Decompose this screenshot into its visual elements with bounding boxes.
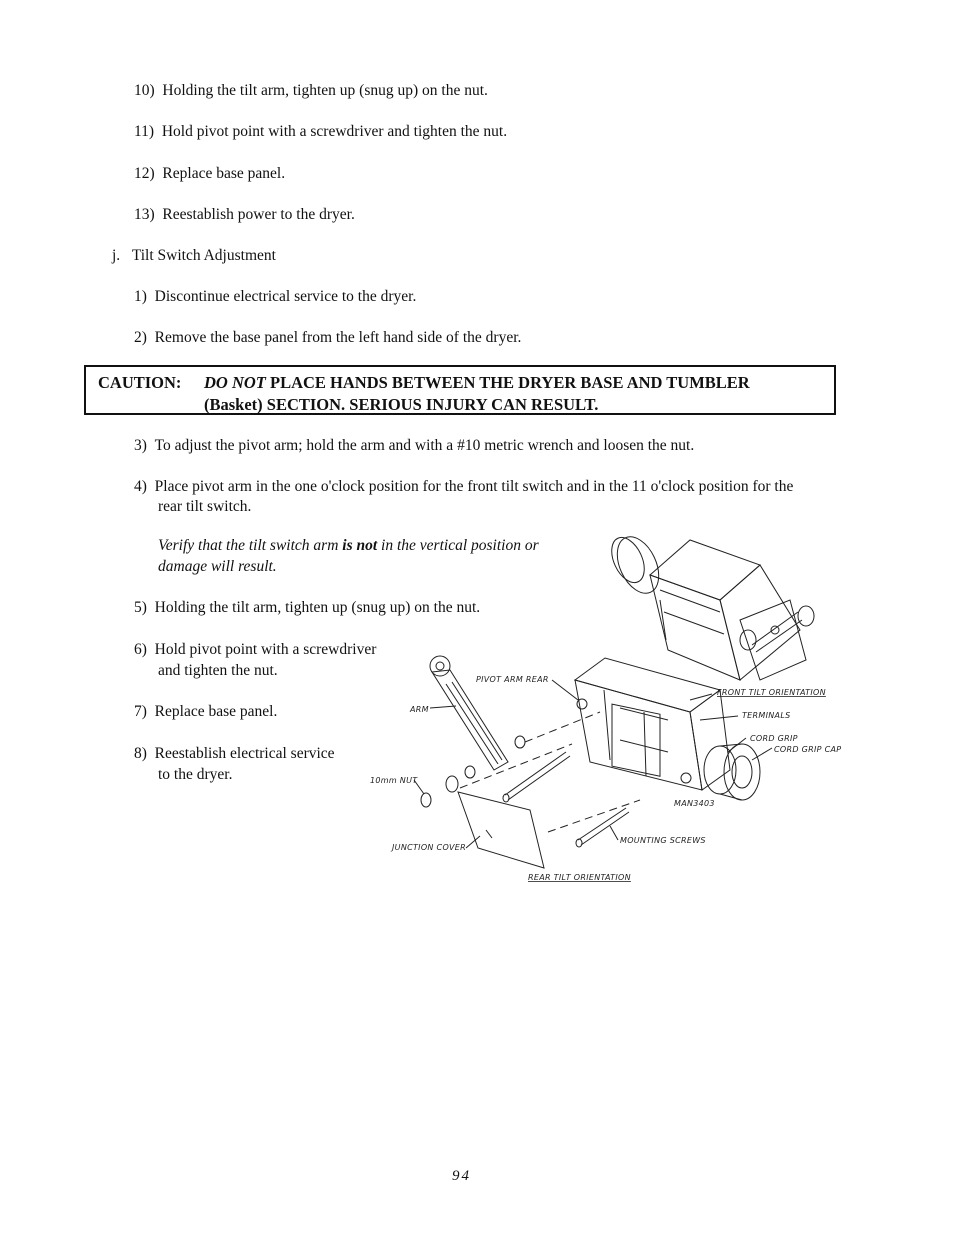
label-part-number: MAN3403 bbox=[674, 799, 715, 808]
step-6: 6) Hold pivot point with a screwdriver bbox=[134, 641, 377, 658]
label-cord-grip-cap: CORD GRIP CAP bbox=[774, 745, 842, 754]
section-heading: j. Tilt Switch Adjustment bbox=[112, 247, 276, 264]
step-3: 3) To adjust the pivot arm; hold the arm and with a #10 metric wrench and loosen the nut. bbox=[134, 437, 695, 454]
step-4-line-2: rear tilt switch. bbox=[158, 498, 252, 515]
step-5: 5) Holding the tilt arm, tighten up (snug up) on the nut. bbox=[134, 599, 481, 616]
step-10: 10) Holding the tilt arm, tighten up (snug up) on the nut. bbox=[134, 82, 488, 99]
step-12: 12) Replace base panel. bbox=[134, 165, 286, 182]
step-2: 2) Remove the base panel from the left hand side of the dryer. bbox=[134, 329, 522, 346]
warning-note: Verify that the tilt switch arm is not in the vertical position or bbox=[158, 537, 539, 554]
label-terminals: TERMINALS bbox=[742, 711, 791, 720]
caution-line-1: DO NOT PLACE HANDS BETWEEN THE DRYER BASE AND TUMBLER bbox=[204, 373, 750, 392]
junction-cover bbox=[458, 792, 544, 868]
warning-note-line-2: damage will result. bbox=[158, 558, 277, 575]
step-7: 7) Replace base panel. bbox=[134, 703, 278, 720]
caution-box bbox=[84, 365, 836, 415]
label-mounting-screws: MOUNTING SCREWS bbox=[620, 836, 706, 845]
rear-tilt-switch-drawing bbox=[414, 656, 772, 868]
washer bbox=[446, 776, 458, 792]
label-arm: ARM bbox=[410, 705, 429, 714]
cord-grip bbox=[704, 744, 760, 800]
step-4: 4) Place pivot arm in the one o'clock position for the front tilt switch and in the 11 o'clock position for the bbox=[134, 478, 794, 495]
nut bbox=[421, 793, 431, 807]
step-8: 8) Reestablish electrical service bbox=[134, 745, 335, 762]
label-10mm-nut: 10mm NUT bbox=[370, 776, 418, 785]
step-11: 11) Hold pivot point with a screwdriver and tighten the nut. bbox=[134, 123, 508, 140]
step-13: 13) Reestablish power to the dryer. bbox=[134, 206, 355, 223]
label-rear-tilt-orientation: REAR TILT ORIENTATION bbox=[528, 873, 631, 882]
caution-line-2: (Basket) SECTION. SERIOUS INJURY CAN RESULT. bbox=[204, 395, 599, 414]
front-tilt-switch-drawing bbox=[605, 530, 814, 680]
step-6-line-2: and tighten the nut. bbox=[158, 662, 278, 679]
page-number: 94 bbox=[452, 1168, 471, 1184]
label-front-tilt-orientation: FRONT TILT ORIENTATION bbox=[717, 688, 826, 697]
caution-label: CAUTION: bbox=[98, 373, 182, 392]
step-1: 1) Discontinue electrical service to the dryer. bbox=[134, 288, 417, 305]
label-junction-cover: JUNCTION COVER bbox=[392, 843, 467, 852]
switch-body bbox=[575, 658, 730, 790]
label-cord-grip: CORD GRIP bbox=[750, 734, 798, 743]
pivot-arm bbox=[430, 656, 508, 770]
label-pivot-arm-rear: PIVOT ARM REAR bbox=[476, 675, 549, 684]
step-8-line-2: to the dryer. bbox=[158, 766, 233, 783]
